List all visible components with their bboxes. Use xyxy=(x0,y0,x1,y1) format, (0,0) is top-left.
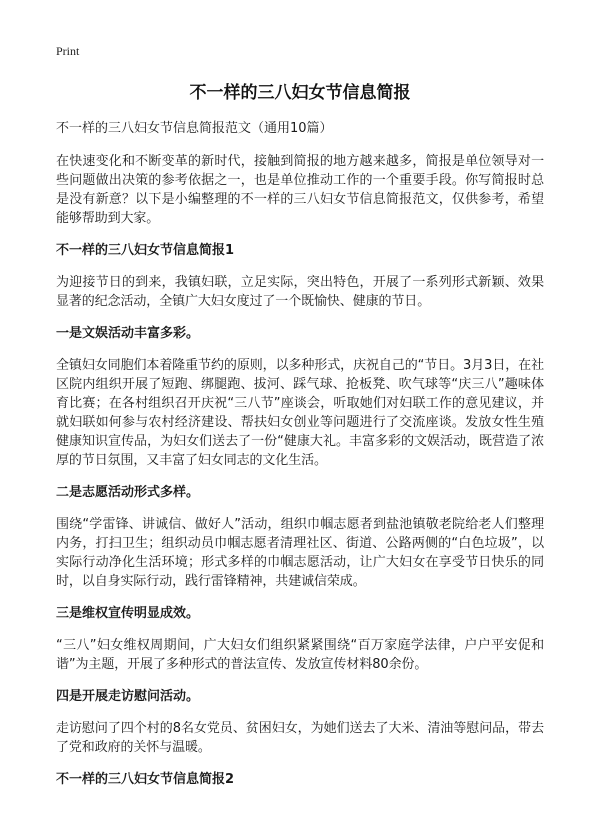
part2-paragraph: 围绕“学雷锋、讲诚信、做好人”活动，组织巾帼志愿者到盐池镇敬老院给老人们整理内务，打扫卫生；组织动员巾帼志愿者清理社区、街道、公路两侧的“白色垃圾”，以实际行动净化生活环境；形式多样的巾帼志愿活动，让广大妇女在享受节日快乐的同时，以自身实际行动，践行雷锋精神，共建诚信荣成。 xyxy=(56,517,544,589)
part1-heading: 一是文娱活动丰富多彩。 xyxy=(56,326,200,341)
section1-intro-paragraph: 为迎接节日的到来，我镇妇联，立足实际，突出特色，开展了一系列形式新颖、效果显著的纪念活动，全镇广大妇女度过了一个既愉快、健康的节日。 xyxy=(56,275,544,309)
section2-heading: 不一样的三八妇女节信息简报2 xyxy=(56,772,235,787)
print-link[interactable]: Print xyxy=(56,44,80,58)
part3-heading: 三是维权宣传明显成效。 xyxy=(56,606,200,621)
section1-heading: 不一样的三八妇女节信息简报1 xyxy=(56,243,235,258)
page-title: 不一样的三八妇女节信息简报 xyxy=(189,83,411,103)
part3-paragraph: “三八”妇女维权周期间，广大妇女们组织紧紧围绕“百万家庭学法律，户户平安促和谐”为主题，开展了多种形式的普法宣传、发放宣传材料80余份。 xyxy=(56,638,544,672)
intro-paragraph: 在快速变化和不断变革的新时代，接触到简报的地方越来越多，简报是单位领导对一些问题做出决策的参考依据之一，也是单位推动工作的一个重要手段。你写简报时总是没有新意？以下是小编整理的不一样的三八妇女节信息简报范文，仅供参考，希望能够帮助到大家。 xyxy=(56,154,544,226)
part2-heading: 二是志愿活动形式多样。 xyxy=(56,485,200,500)
part4-paragraph: 走访慰问了四个村的8名女党员、贫困妇女，为她们送去了大米、清油等慰问品，带去了党和政府的关怀与温暖。 xyxy=(56,721,544,755)
part1-paragraph: 全镇妇女同胞们本着隆重节约的原则，以多种形式，庆祝自己的“节日。3月3日，在社区院内组织开展了短跑、绑腿跑、拔河、踩气球、抢板凳、吹气球等“庆三八”趣味体育比赛；在各村组织召开庆祝“三八节”座谈会，听取她们对妇联工作的意见建议，并就妇联如何参与农村经济建设、帮扶妇女创业等问题进行了交流座谈。发放女性生殖健康知识宣传品，为妇女们送去了一份“健康大礼。丰富多彩的文娱活动，既营造了浓厚的节日氛围，又丰富了妇女同志的文化生活。 xyxy=(56,358,544,468)
document-subtitle: 不一样的三八妇女节信息简报范文（通用10篇） xyxy=(56,121,333,136)
part4-heading: 四是开展走访慰问活动。 xyxy=(56,689,200,704)
document-body xyxy=(56,120,544,802)
